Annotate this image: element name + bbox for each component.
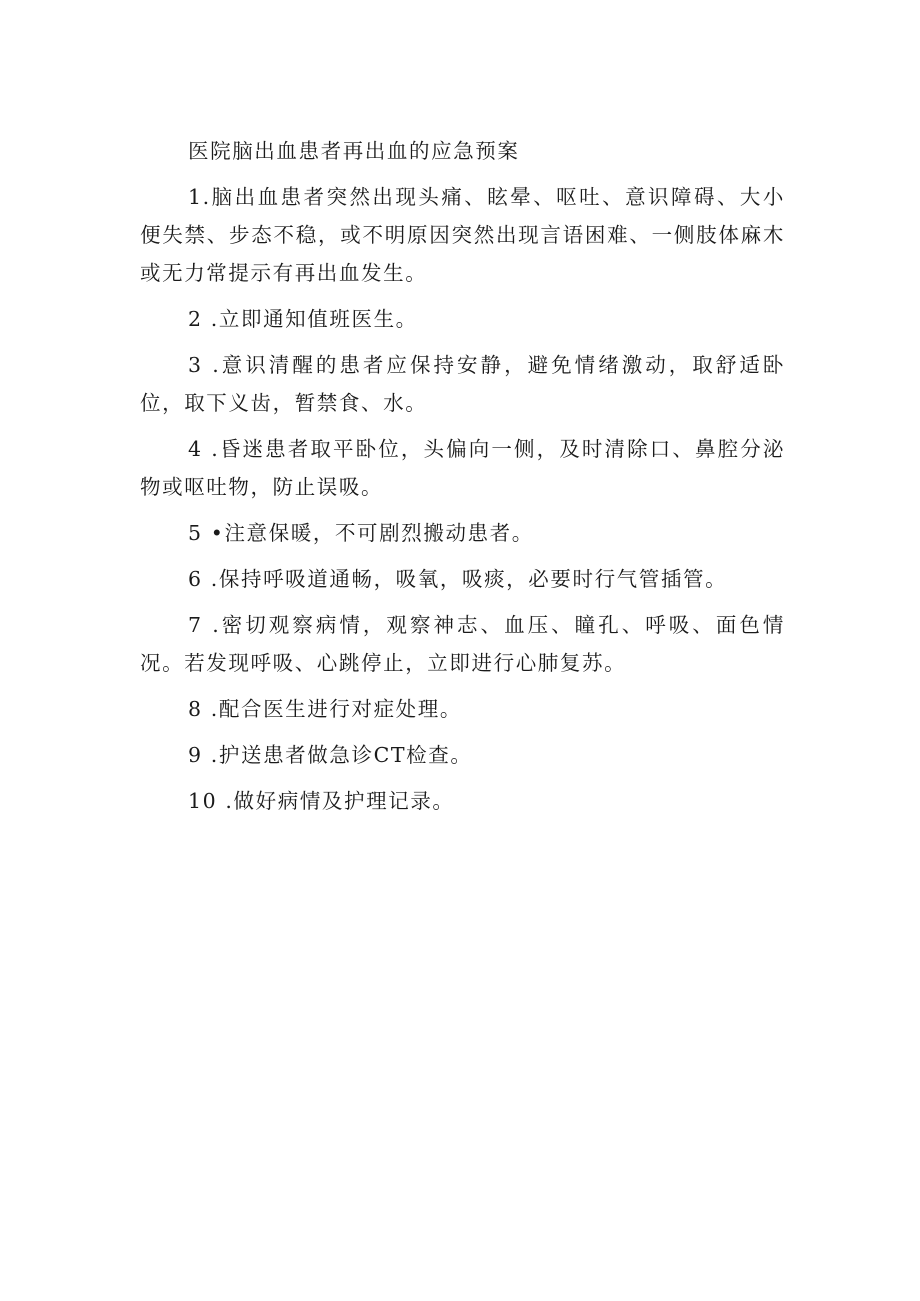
list-item-6: 6 .保持呼吸道通畅，吸氧，吸痰，必要时行气管插管。 — [188, 567, 728, 591]
document-title: 医院脑出血患者再出血的应急预案 — [188, 139, 520, 163]
list-item-8: 8 .配合医生进行对症处理。 — [188, 697, 462, 721]
list-item-3: 3 .意识清醒的患者应保持安静，避免情绪激动，取舒适卧位，取下义齿，暂禁食、水。 — [140, 353, 785, 415]
list-item-4: 4 .昏迷患者取平卧位，头偏向一侧，及时清除口、鼻腔分泌物或呕吐物，防止误吸。 — [140, 437, 785, 499]
list-item-5: 5 •注意保暖，不可剧烈搬动患者。 — [188, 521, 534, 545]
list-item-1: 1.脑出血患者突然出现头痛、眩晕、呕吐、意识障碍、大小便失禁、步态不稳，或不明原因突然出现言语困难、一侧肢体麻木或无力常提示有再出血发生。 — [140, 185, 785, 285]
document-body — [140, 132, 785, 828]
list-item-10: 10 .做好病情及护理记录。 — [188, 789, 455, 813]
list-item-2: 2 .立即通知值班医生。 — [188, 307, 418, 331]
list-item-9: 9 .护送患者做急诊CT检查。 — [188, 743, 473, 767]
list-item-7: 7 .密切观察病情，观察神志、血压、瞳孔、呼吸、面色情况。若发现呼吸、心跳停止，立即进行心肺复苏。 — [140, 613, 785, 675]
